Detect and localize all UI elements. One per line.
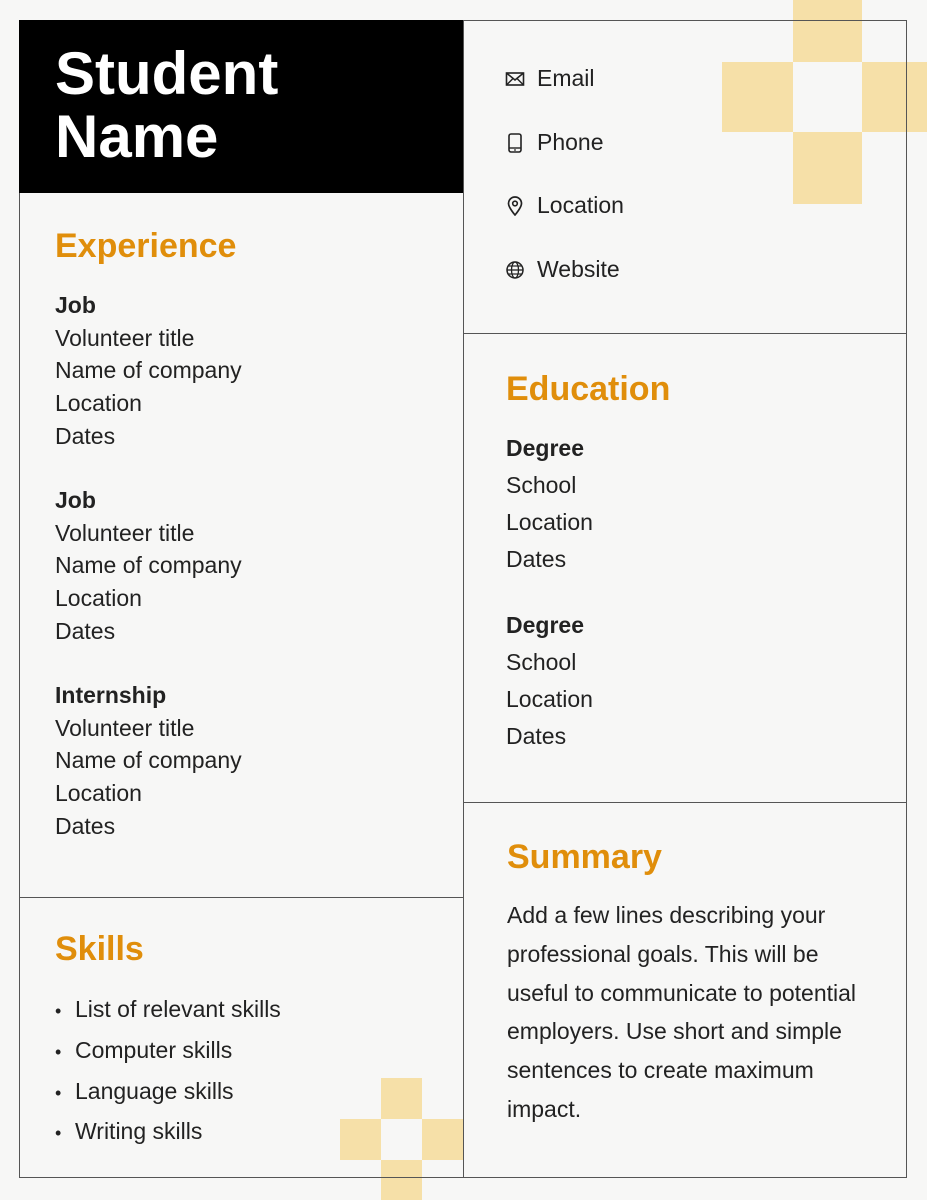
experience-title: Experience — [55, 227, 237, 265]
education-school: School — [506, 649, 577, 675]
contact-website — [505, 256, 620, 283]
skill-item: • Computer skills — [55, 1031, 281, 1072]
education-school: School — [506, 472, 577, 498]
divider-left — [19, 897, 463, 898]
skill-item: • List of relevant skills — [55, 990, 281, 1031]
experience-type: Job — [55, 487, 96, 513]
experience-location: Location — [55, 780, 142, 807]
education-location: Location — [506, 509, 593, 535]
summary-title: Summary — [507, 838, 662, 876]
experience-dates: Dates — [55, 617, 116, 644]
experience-role: Volunteer title — [55, 324, 195, 351]
experience-company: Name of company — [55, 552, 242, 579]
experience-type: Job — [55, 292, 96, 318]
divider-right-top — [463, 333, 907, 334]
skill-item: • Language skills — [55, 1072, 281, 1113]
phone-text: Phone — [537, 129, 604, 155]
name-header — [19, 20, 463, 193]
education-title: Education — [506, 370, 671, 408]
experience-role: Volunteer title — [55, 519, 195, 546]
divider-right-bottom — [463, 802, 907, 803]
location-pin-icon — [505, 196, 525, 216]
experience-dates: Dates — [55, 422, 116, 449]
phone-icon — [505, 133, 525, 153]
experience-item — [55, 679, 242, 843]
summary-text: Add a few lines describing your professional goals. This will be useful to communicate to potential employers. Use short and simple sentences to create maximum impact. — [507, 902, 857, 1122]
skill-item: • Writing skills — [55, 1112, 281, 1153]
name-line-2: Name — [55, 103, 219, 170]
experience-type: Internship — [55, 682, 167, 708]
contact-location — [505, 192, 624, 219]
experience-item — [55, 484, 242, 648]
education-dates: Dates — [506, 723, 567, 749]
envelope-icon — [505, 69, 525, 89]
education-item — [506, 607, 593, 755]
name-line-1: Student — [55, 40, 279, 107]
experience-company: Name of company — [55, 357, 242, 384]
education-dates: Dates — [506, 546, 567, 572]
education-degree: Degree — [506, 435, 584, 461]
education-degree: Degree — [506, 612, 584, 638]
experience-company: Name of company — [55, 747, 242, 774]
education-location: Location — [506, 686, 593, 712]
contact-email — [505, 65, 595, 92]
globe-icon — [505, 260, 525, 280]
skills-title: Skills — [55, 930, 144, 968]
experience-location: Location — [55, 390, 142, 417]
column-divider — [463, 20, 464, 1178]
skills-list — [55, 990, 281, 1153]
location-text: Location — [537, 192, 624, 218]
website-text: Website — [537, 256, 620, 282]
education-item — [506, 430, 593, 578]
contact-phone — [505, 129, 604, 156]
email-text: Email — [537, 65, 595, 91]
experience-item — [55, 289, 242, 453]
experience-dates: Dates — [55, 812, 116, 839]
experience-location: Location — [55, 585, 142, 612]
experience-role: Volunteer title — [55, 714, 195, 741]
